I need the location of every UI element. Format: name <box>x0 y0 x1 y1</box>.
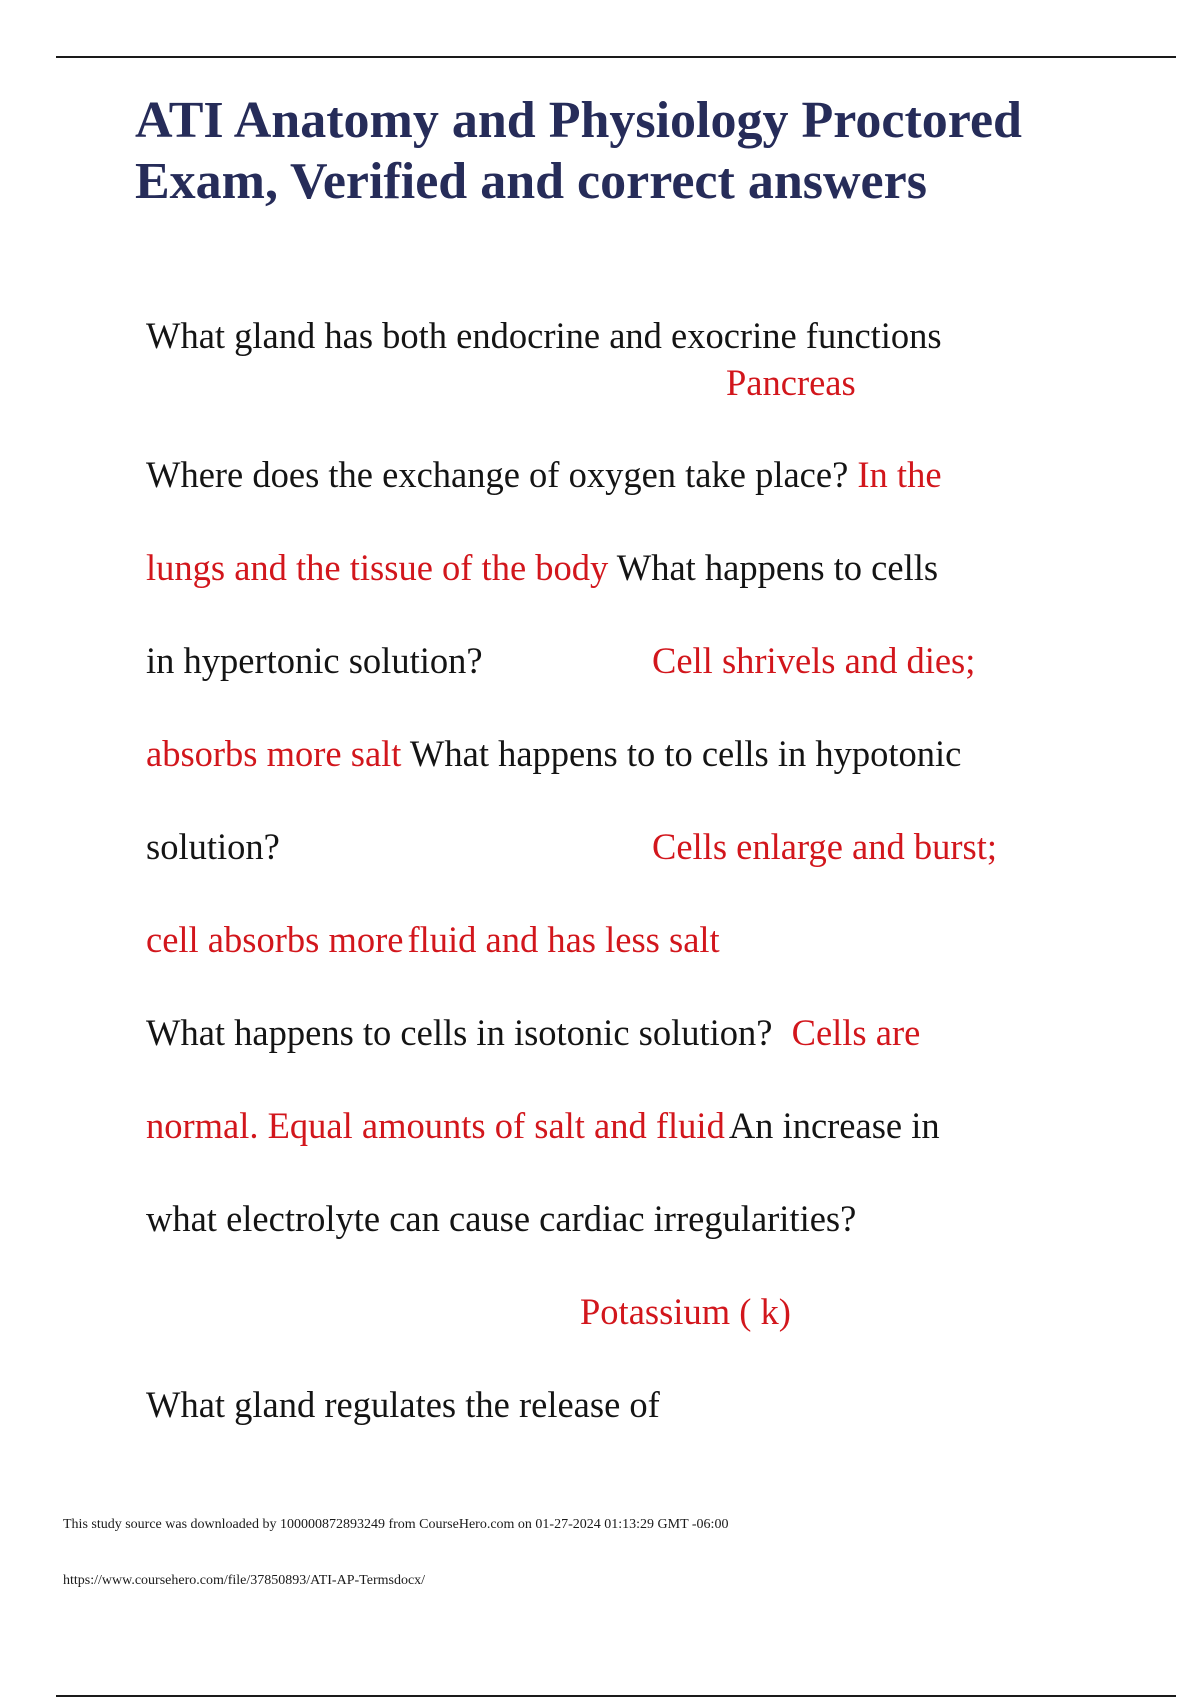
question-text: What happens to to cells in hypotonic <box>409 733 962 774</box>
answer-text: Potassium ( k) <box>580 1291 791 1332</box>
question-text: What gland has both endocrine and exocrine functions <box>146 315 942 356</box>
answer-text: absorbs more salt <box>146 733 402 774</box>
question-line-1 <box>146 314 942 358</box>
answer-text: normal. Equal amounts of salt and fluid <box>146 1105 725 1146</box>
bottom-rule <box>56 1695 1176 1697</box>
document-title: ATI Anatomy and Physiology Proctored Exam, Verified and correct answers <box>135 92 1022 210</box>
question-text: What gland regulates the release of <box>146 1384 660 1425</box>
answer-text: Pancreas <box>726 362 856 403</box>
text-line-8 <box>146 918 720 962</box>
text-line-3 <box>146 453 942 497</box>
question-text: What happens to cells <box>616 547 939 588</box>
text-line-13 <box>146 1383 660 1427</box>
text-line-6 <box>146 732 961 776</box>
footer-url-link[interactable]: https://www.coursehero.com/file/37850893/ATI-AP-Termsdocx/ <box>63 1573 426 1588</box>
answer-text: In the <box>857 454 942 495</box>
text-line-4 <box>146 546 938 590</box>
question-text: in hypertonic solution? <box>146 640 483 681</box>
answer-line-2 <box>726 361 856 405</box>
text-line-11 <box>146 1197 856 1241</box>
answer-text: Cells are <box>791 1012 921 1053</box>
answer-line-12 <box>580 1290 791 1334</box>
answer-text: Cell shrivels and dies; <box>652 640 976 681</box>
answer-text-part-1: cell absorbs more <box>146 919 404 960</box>
footer-source-note: This study source was downloaded by 100000872893249 from CourseHero.com on 01-27-2024 01:13:29 GMT -06:00 <box>63 1517 729 1532</box>
question-text: An increase in <box>728 1105 940 1146</box>
question-text: Where does the exchange of oxygen take place? <box>146 454 849 495</box>
question-text: solution? <box>146 826 280 867</box>
answer-text: Cells enlarge and burst; <box>652 826 997 867</box>
answer-text-part-2: fluid and has less salt <box>407 919 720 960</box>
text-line-7 <box>146 825 997 869</box>
question-text: What happens to cells in isotonic solution? <box>146 1012 773 1053</box>
top-rule <box>56 56 1176 58</box>
answer-text: lungs and the tissue of the body <box>146 547 609 588</box>
text-line-10 <box>146 1104 940 1148</box>
text-line-9 <box>146 1011 920 1055</box>
text-line-5 <box>146 639 976 683</box>
question-text: what electrolyte can cause cardiac irregularities? <box>146 1198 857 1239</box>
